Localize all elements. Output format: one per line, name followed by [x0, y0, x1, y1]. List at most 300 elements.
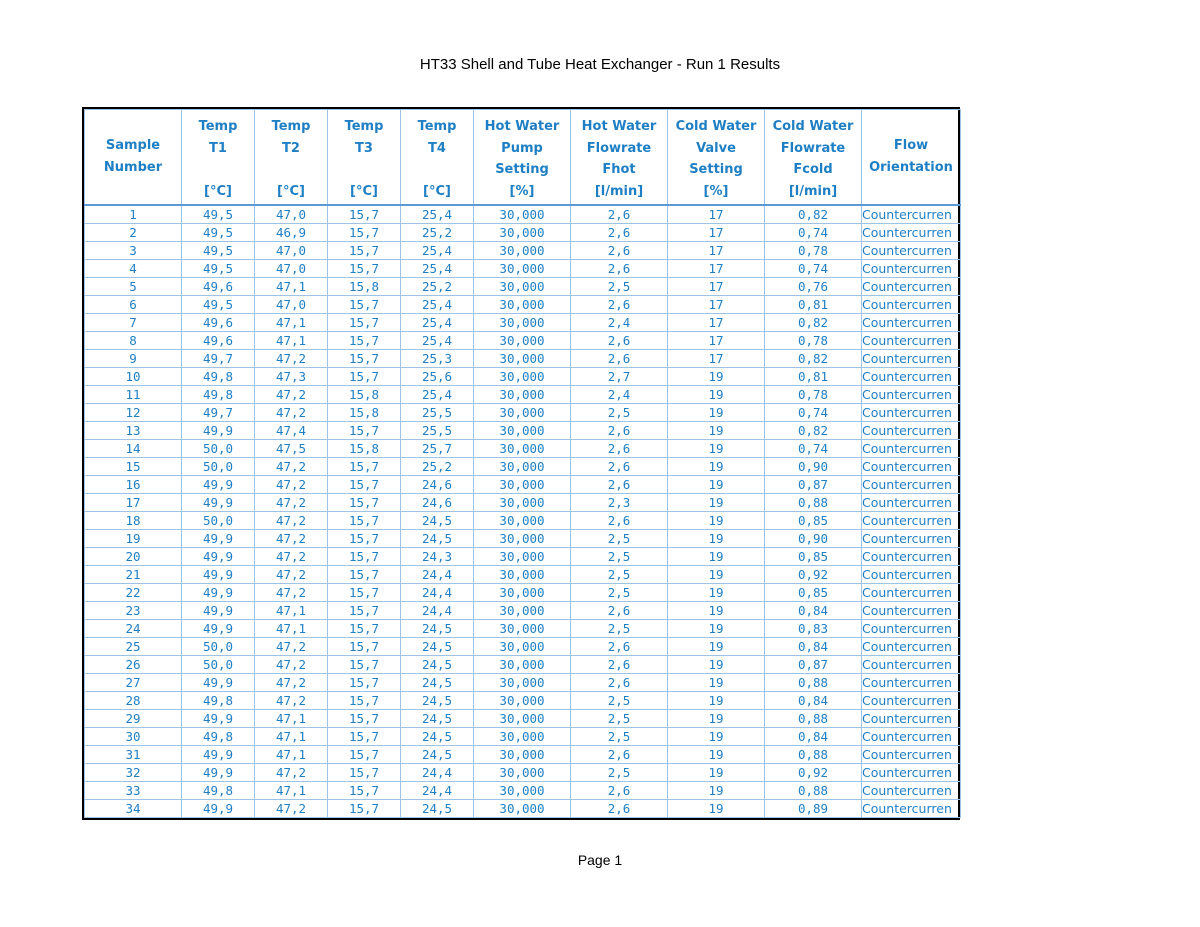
cell-hot-water-flowrate: 2,5: [571, 404, 668, 422]
cell-temp-t1: 49,8: [182, 368, 255, 386]
cell-flow-orientation: Countercurren: [862, 620, 961, 638]
cell-hot-water-pump-setting: 30,000: [474, 494, 571, 512]
cell-flow-orientation: Countercurren: [862, 476, 961, 494]
cell-cold-water-valve-setting: 17: [668, 296, 765, 314]
cell-sample-number: 31: [85, 746, 182, 764]
cell-hot-water-flowrate: 2,6: [571, 674, 668, 692]
header-label-line: T3: [355, 140, 373, 156]
cell-cold-water-flowrate: 0,84: [765, 692, 862, 710]
table-row: [85, 674, 961, 692]
cell-sample-number: 22: [85, 584, 182, 602]
cell-cold-water-flowrate: 0,88: [765, 674, 862, 692]
cell-hot-water-pump-setting: 30,000: [474, 314, 571, 332]
cell-temp-t2: 47,1: [255, 602, 328, 620]
cell-cold-water-valve-setting: 17: [668, 224, 765, 242]
cell-flow-orientation: Countercurren: [862, 278, 961, 296]
cell-temp-t3: 15,7: [328, 458, 401, 476]
cell-flow-orientation: Countercurren: [862, 440, 961, 458]
cell-cold-water-flowrate: 0,90: [765, 458, 862, 476]
cell-hot-water-flowrate: 2,5: [571, 710, 668, 728]
cell-cold-water-valve-setting: 19: [668, 692, 765, 710]
cell-cold-water-flowrate: 0,74: [765, 404, 862, 422]
header-label-line: Sample: [105, 138, 161, 154]
cell-hot-water-flowrate: 2,6: [571, 746, 668, 764]
cell-temp-t3: 15,7: [328, 512, 401, 530]
cell-cold-water-valve-setting: 19: [668, 728, 765, 746]
cell-flow-orientation: Countercurren: [862, 494, 961, 512]
header-temp-t1: [182, 110, 255, 206]
cell-cold-water-valve-setting: 19: [668, 512, 765, 530]
header-label-line: Orientation: [869, 160, 953, 175]
cell-temp-t3: 15,7: [328, 764, 401, 782]
cell-temp-t4: 24,5: [401, 674, 474, 692]
cell-hot-water-pump-setting: 30,000: [474, 566, 571, 584]
cell-temp-t3: 15,7: [328, 584, 401, 602]
cell-temp-t1: 50,0: [182, 458, 255, 476]
cell-flow-orientation: Countercurren: [862, 782, 961, 800]
cell-hot-water-flowrate: 2,6: [571, 332, 668, 350]
cell-cold-water-flowrate: 0,85: [765, 584, 862, 602]
cell-temp-t3: 15,7: [328, 782, 401, 800]
cell-temp-t1: 50,0: [182, 512, 255, 530]
cell-temp-t3: 15,7: [328, 746, 401, 764]
cell-cold-water-flowrate: 0,87: [765, 476, 862, 494]
table-row: [85, 530, 961, 548]
cell-flow-orientation: Countercurren: [862, 530, 961, 548]
cell-temp-t3: 15,7: [328, 638, 401, 656]
cell-sample-number: 23: [85, 602, 182, 620]
cell-hot-water-flowrate: 2,6: [571, 602, 668, 620]
cell-hot-water-flowrate: 2,4: [571, 314, 668, 332]
table-row: [85, 440, 961, 458]
cell-temp-t4: 24,4: [401, 782, 474, 800]
cell-cold-water-valve-setting: 19: [668, 674, 765, 692]
cell-cold-water-flowrate: 0,81: [765, 368, 862, 386]
cell-temp-t3: 15,8: [328, 278, 401, 296]
cell-temp-t4: 24,4: [401, 566, 474, 584]
header-unit: [%]: [703, 184, 729, 200]
cell-hot-water-pump-setting: 30,000: [474, 242, 571, 260]
header-flow-orientation: [862, 110, 961, 206]
cell-temp-t2: 47,2: [255, 494, 328, 512]
cell-hot-water-flowrate: 2,5: [571, 764, 668, 782]
header-unit: [l/min]: [594, 184, 644, 200]
header-sample-number: [85, 110, 182, 206]
cell-temp-t3: 15,7: [328, 692, 401, 710]
cell-hot-water-pump-setting: 30,000: [474, 548, 571, 566]
cell-temp-t4: 25,2: [401, 278, 474, 296]
table-row: [85, 494, 961, 512]
cell-flow-orientation: Countercurren: [862, 260, 961, 278]
cell-hot-water-pump-setting: 30,000: [474, 458, 571, 476]
cell-sample-number: 34: [85, 800, 182, 818]
cell-flow-orientation: Countercurren: [862, 746, 961, 764]
cell-temp-t1: 50,0: [182, 638, 255, 656]
cell-flow-orientation: Countercurren: [862, 800, 961, 818]
cell-temp-t1: 49,6: [182, 332, 255, 350]
cell-temp-t2: 47,2: [255, 692, 328, 710]
cell-temp-t3: 15,7: [328, 494, 401, 512]
cell-cold-water-valve-setting: 19: [668, 782, 765, 800]
cell-sample-number: 32: [85, 764, 182, 782]
cell-flow-orientation: Countercurren: [862, 602, 961, 620]
cell-temp-t4: 24,6: [401, 494, 474, 512]
cell-hot-water-flowrate: 2,5: [571, 278, 668, 296]
cell-temp-t2: 47,2: [255, 584, 328, 602]
header-label-line: Temp: [417, 119, 457, 134]
cell-flow-orientation: Countercurren: [862, 404, 961, 422]
header-label-line: Hot Water: [484, 119, 560, 134]
cell-temp-t2: 47,0: [255, 260, 328, 278]
cell-temp-t4: 25,4: [401, 296, 474, 314]
header-unit: [°C]: [204, 184, 232, 200]
cell-hot-water-flowrate: 2,4: [571, 386, 668, 404]
table-row: [85, 368, 961, 386]
cell-hot-water-pump-setting: 30,000: [474, 584, 571, 602]
cell-temp-t2: 47,2: [255, 350, 328, 368]
cell-temp-t1: 49,5: [182, 224, 255, 242]
table-row: [85, 458, 961, 476]
cell-temp-t3: 15,7: [328, 620, 401, 638]
cell-temp-t1: 49,8: [182, 782, 255, 800]
cell-sample-number: 19: [85, 530, 182, 548]
cell-temp-t1: 50,0: [182, 656, 255, 674]
cell-temp-t3: 15,7: [328, 205, 401, 224]
table-row: [85, 350, 961, 368]
cell-hot-water-flowrate: 2,6: [571, 440, 668, 458]
header-label-line: Setting: [689, 162, 743, 178]
cell-temp-t1: 49,9: [182, 476, 255, 494]
table-row: [85, 728, 961, 746]
cell-temp-t4: 25,2: [401, 224, 474, 242]
cell-temp-t1: 49,9: [182, 764, 255, 782]
header-unit: [°C]: [277, 184, 305, 200]
cell-temp-t2: 47,2: [255, 548, 328, 566]
cell-flow-orientation: Countercurren: [862, 584, 961, 602]
cell-cold-water-valve-setting: 19: [668, 602, 765, 620]
cell-temp-t1: 49,8: [182, 386, 255, 404]
cell-hot-water-pump-setting: 30,000: [474, 728, 571, 746]
cell-cold-water-flowrate: 0,78: [765, 386, 862, 404]
cell-temp-t3: 15,8: [328, 404, 401, 422]
cell-cold-water-flowrate: 0,81: [765, 296, 862, 314]
cell-flow-orientation: Countercurren: [862, 764, 961, 782]
cell-temp-t2: 47,1: [255, 314, 328, 332]
cell-temp-t4: 24,5: [401, 800, 474, 818]
header-label-line: T1: [209, 140, 227, 156]
cell-sample-number: 2: [85, 224, 182, 242]
cell-flow-orientation: Countercurren: [862, 548, 961, 566]
cell-flow-orientation: Countercurren: [862, 296, 961, 314]
header-label-line: T2: [282, 140, 300, 156]
cell-cold-water-valve-setting: 19: [668, 440, 765, 458]
cell-cold-water-flowrate: 0,78: [765, 242, 862, 260]
cell-hot-water-flowrate: 2,5: [571, 620, 668, 638]
header-unit: [l/min]: [788, 184, 838, 200]
cell-cold-water-valve-setting: 19: [668, 476, 765, 494]
cell-cold-water-valve-setting: 19: [668, 566, 765, 584]
cell-hot-water-flowrate: 2,5: [571, 728, 668, 746]
cell-hot-water-pump-setting: 30,000: [474, 530, 571, 548]
cell-temp-t2: 47,1: [255, 710, 328, 728]
cell-cold-water-valve-setting: 19: [668, 404, 765, 422]
cell-sample-number: 27: [85, 674, 182, 692]
cell-temp-t3: 15,7: [328, 332, 401, 350]
cell-temp-t2: 46,9: [255, 224, 328, 242]
cell-flow-orientation: Countercurren: [862, 674, 961, 692]
cell-temp-t1: 50,0: [182, 440, 255, 458]
table-row: [85, 278, 961, 296]
cell-cold-water-flowrate: 0,89: [765, 800, 862, 818]
cell-hot-water-pump-setting: 30,000: [474, 638, 571, 656]
cell-sample-number: 13: [85, 422, 182, 440]
cell-temp-t4: 25,6: [401, 368, 474, 386]
cell-temp-t2: 47,0: [255, 205, 328, 224]
table-row: [85, 512, 961, 530]
table-row: [85, 656, 961, 674]
cell-temp-t3: 15,7: [328, 260, 401, 278]
cell-cold-water-valve-setting: 19: [668, 422, 765, 440]
header-label-line: Pump: [501, 140, 543, 156]
cell-temp-t1: 49,9: [182, 602, 255, 620]
cell-hot-water-pump-setting: 30,000: [474, 224, 571, 242]
cell-sample-number: 29: [85, 710, 182, 728]
cell-temp-t4: 24,5: [401, 692, 474, 710]
header-label-line: Fhot: [602, 162, 636, 178]
table-row: [85, 476, 961, 494]
cell-temp-t1: 49,9: [182, 422, 255, 440]
table-row: [85, 205, 961, 224]
cell-hot-water-pump-setting: 30,000: [474, 800, 571, 818]
cell-hot-water-pump-setting: 30,000: [474, 296, 571, 314]
cell-hot-water-pump-setting: 30,000: [474, 476, 571, 494]
header-temp-t2: [255, 110, 328, 206]
cell-sample-number: 3: [85, 242, 182, 260]
cell-temp-t4: 25,4: [401, 332, 474, 350]
cell-sample-number: 30: [85, 728, 182, 746]
header-label-line: Hot Water: [581, 119, 657, 134]
table-row: [85, 764, 961, 782]
cell-temp-t1: 49,9: [182, 584, 255, 602]
cell-hot-water-pump-setting: 30,000: [474, 782, 571, 800]
table-header: [85, 110, 961, 206]
cell-hot-water-flowrate: 2,6: [571, 638, 668, 656]
cell-temp-t4: 24,4: [401, 764, 474, 782]
cell-hot-water-flowrate: 2,6: [571, 260, 668, 278]
cell-hot-water-pump-setting: 30,000: [474, 332, 571, 350]
cell-temp-t4: 25,4: [401, 205, 474, 224]
cell-temp-t3: 15,7: [328, 710, 401, 728]
header-spacer: [255, 159, 327, 181]
cell-temp-t1: 49,5: [182, 242, 255, 260]
cell-cold-water-valve-setting: 17: [668, 242, 765, 260]
cell-hot-water-flowrate: 2,6: [571, 422, 668, 440]
cell-sample-number: 4: [85, 260, 182, 278]
cell-flow-orientation: Countercurren: [862, 224, 961, 242]
cell-temp-t2: 47,5: [255, 440, 328, 458]
cell-temp-t3: 15,7: [328, 656, 401, 674]
cell-temp-t2: 47,0: [255, 242, 328, 260]
cell-hot-water-flowrate: 2,6: [571, 296, 668, 314]
cell-cold-water-flowrate: 0,78: [765, 332, 862, 350]
cell-flow-orientation: Countercurren: [862, 692, 961, 710]
table-row: [85, 260, 961, 278]
header-cold-water-valve-setting: [668, 110, 765, 206]
cell-temp-t2: 47,2: [255, 638, 328, 656]
cell-temp-t2: 47,0: [255, 296, 328, 314]
header-temp-t3: [328, 110, 401, 206]
cell-sample-number: 28: [85, 692, 182, 710]
cell-sample-number: 6: [85, 296, 182, 314]
cell-flow-orientation: Countercurren: [862, 205, 961, 224]
cell-sample-number: 1: [85, 205, 182, 224]
cell-hot-water-flowrate: 2,6: [571, 800, 668, 818]
cell-cold-water-valve-setting: 19: [668, 620, 765, 638]
cell-sample-number: 17: [85, 494, 182, 512]
cell-hot-water-pump-setting: 30,000: [474, 512, 571, 530]
cell-flow-orientation: Countercurren: [862, 458, 961, 476]
cell-temp-t2: 47,2: [255, 386, 328, 404]
cell-temp-t2: 47,2: [255, 476, 328, 494]
cell-temp-t3: 15,7: [328, 350, 401, 368]
cell-temp-t1: 49,6: [182, 278, 255, 296]
header-label-line: Flowrate: [780, 140, 846, 156]
cell-temp-t2: 47,2: [255, 800, 328, 818]
header-label-line: Number: [103, 160, 163, 175]
cell-sample-number: 9: [85, 350, 182, 368]
cell-temp-t2: 47,2: [255, 764, 328, 782]
cell-cold-water-valve-setting: 19: [668, 800, 765, 818]
cell-temp-t1: 49,5: [182, 296, 255, 314]
cell-cold-water-flowrate: 0,85: [765, 512, 862, 530]
table-row: [85, 746, 961, 764]
header-spacer: [182, 159, 254, 181]
cell-hot-water-pump-setting: 30,000: [474, 440, 571, 458]
cell-sample-number: 14: [85, 440, 182, 458]
cell-cold-water-valve-setting: 19: [668, 548, 765, 566]
cell-temp-t3: 15,7: [328, 368, 401, 386]
cell-cold-water-flowrate: 0,83: [765, 620, 862, 638]
header-unit: [°C]: [350, 184, 378, 200]
header-label-line: Cold Water: [675, 119, 757, 134]
cell-temp-t3: 15,7: [328, 422, 401, 440]
cell-temp-t2: 47,1: [255, 620, 328, 638]
cell-cold-water-flowrate: 0,88: [765, 746, 862, 764]
header-label-line: Temp: [271, 119, 311, 134]
cell-hot-water-pump-setting: 30,000: [474, 404, 571, 422]
cell-temp-t1: 49,9: [182, 710, 255, 728]
cell-hot-water-pump-setting: 30,000: [474, 350, 571, 368]
cell-sample-number: 5: [85, 278, 182, 296]
cell-temp-t1: 49,5: [182, 205, 255, 224]
table-row: [85, 800, 961, 818]
cell-temp-t2: 47,2: [255, 656, 328, 674]
cell-temp-t2: 47,2: [255, 566, 328, 584]
page-title: HT33 Shell and Tube Heat Exchanger - Run 1 Results: [419, 56, 781, 73]
cell-cold-water-valve-setting: 17: [668, 205, 765, 224]
table-row: [85, 224, 961, 242]
header-unit: [°C]: [423, 184, 451, 200]
header-cold-water-flowrate: [765, 110, 862, 206]
cell-hot-water-pump-setting: 30,000: [474, 710, 571, 728]
cell-hot-water-flowrate: 2,3: [571, 494, 668, 512]
cell-cold-water-valve-setting: 19: [668, 584, 765, 602]
cell-hot-water-pump-setting: 30,000: [474, 205, 571, 224]
cell-flow-orientation: Countercurren: [862, 728, 961, 746]
cell-temp-t2: 47,2: [255, 674, 328, 692]
cell-hot-water-pump-setting: 30,000: [474, 278, 571, 296]
cell-temp-t1: 49,8: [182, 728, 255, 746]
cell-temp-t4: 24,6: [401, 476, 474, 494]
header-label-line: Setting: [495, 162, 549, 178]
table-row: [85, 620, 961, 638]
cell-cold-water-valve-setting: 17: [668, 332, 765, 350]
cell-hot-water-pump-setting: 30,000: [474, 746, 571, 764]
table-row: [85, 314, 961, 332]
header-label-line: Flowrate: [586, 140, 652, 156]
cell-hot-water-pump-setting: 30,000: [474, 386, 571, 404]
cell-flow-orientation: Countercurren: [862, 368, 961, 386]
cell-flow-orientation: Countercurren: [862, 566, 961, 584]
cell-temp-t1: 49,8: [182, 692, 255, 710]
cell-temp-t2: 47,2: [255, 458, 328, 476]
cell-temp-t2: 47,1: [255, 746, 328, 764]
cell-cold-water-flowrate: 0,82: [765, 350, 862, 368]
cell-temp-t4: 25,4: [401, 242, 474, 260]
cell-cold-water-flowrate: 0,74: [765, 224, 862, 242]
cell-temp-t2: 47,1: [255, 278, 328, 296]
cell-temp-t3: 15,7: [328, 314, 401, 332]
cell-temp-t1: 49,9: [182, 620, 255, 638]
table-row: [85, 548, 961, 566]
cell-cold-water-valve-setting: 17: [668, 278, 765, 296]
table-row: [85, 296, 961, 314]
cell-cold-water-flowrate: 0,74: [765, 260, 862, 278]
cell-temp-t1: 49,9: [182, 674, 255, 692]
cell-temp-t2: 47,1: [255, 728, 328, 746]
cell-cold-water-flowrate: 0,76: [765, 278, 862, 296]
cell-cold-water-valve-setting: 17: [668, 350, 765, 368]
table-row: [85, 566, 961, 584]
header-label-line: Temp: [344, 119, 384, 134]
cell-temp-t3: 15,7: [328, 224, 401, 242]
table-row: [85, 692, 961, 710]
cell-hot-water-pump-setting: 30,000: [474, 656, 571, 674]
cell-temp-t2: 47,1: [255, 782, 328, 800]
cell-cold-water-flowrate: 0,90: [765, 530, 862, 548]
cell-hot-water-flowrate: 2,5: [571, 566, 668, 584]
cell-cold-water-flowrate: 0,74: [765, 440, 862, 458]
cell-flow-orientation: Countercurren: [862, 332, 961, 350]
cell-cold-water-valve-setting: 19: [668, 386, 765, 404]
cell-temp-t4: 25,3: [401, 350, 474, 368]
cell-sample-number: 25: [85, 638, 182, 656]
cell-temp-t1: 49,5: [182, 260, 255, 278]
cell-hot-water-pump-setting: 30,000: [474, 692, 571, 710]
table-row: [85, 332, 961, 350]
cell-sample-number: 15: [85, 458, 182, 476]
cell-temp-t1: 49,9: [182, 548, 255, 566]
cell-cold-water-valve-setting: 19: [668, 368, 765, 386]
cell-cold-water-flowrate: 0,82: [765, 314, 862, 332]
cell-hot-water-flowrate: 2,6: [571, 458, 668, 476]
cell-cold-water-valve-setting: 19: [668, 710, 765, 728]
header-hot-water-flowrate: [571, 110, 668, 206]
results-table: [84, 109, 961, 818]
cell-cold-water-valve-setting: 19: [668, 530, 765, 548]
cell-sample-number: 18: [85, 512, 182, 530]
cell-cold-water-flowrate: 0,92: [765, 566, 862, 584]
